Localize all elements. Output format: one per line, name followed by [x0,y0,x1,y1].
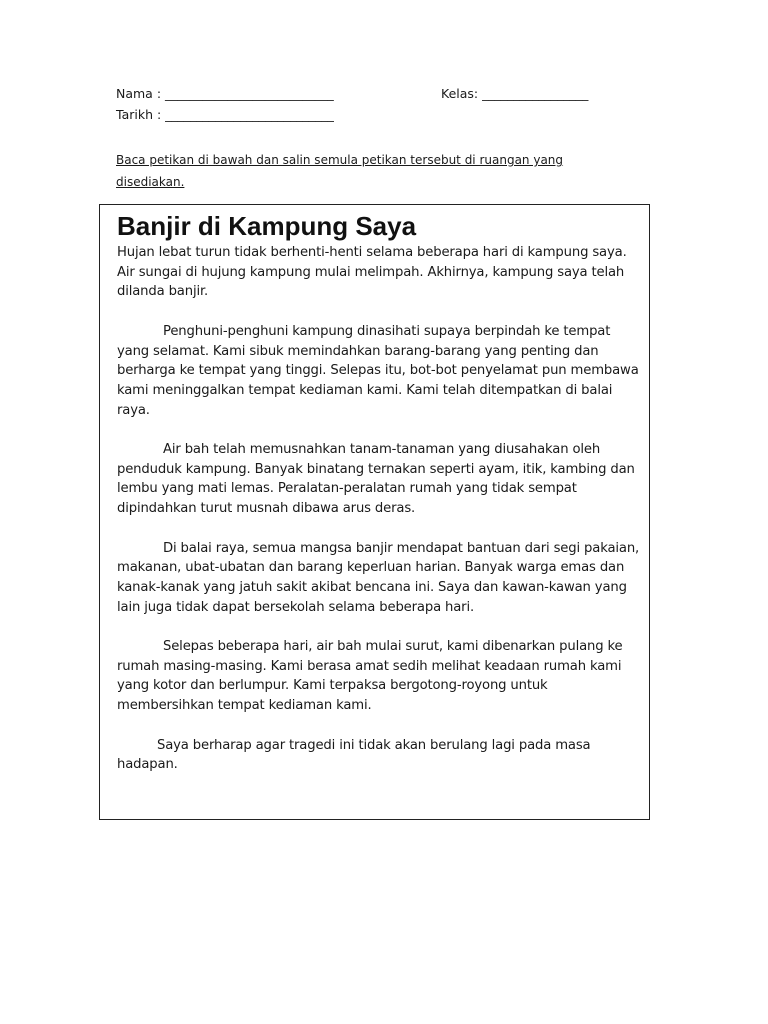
passage-title: Banjir di Kampung Saya [117,211,417,241]
passage-body [117,243,641,795]
paragraph-2: Penghuni-penghuni kampung dinasihati supaya berpindah ke tempat yang selamat. Kami sibuk memindahkan barang-barang yang penting dan berharga ke tempat yang tinggi. Selepas itu, bot-bot penyelamat pun membawa kami meninggalkan tempat kediaman kami. Kami telah ditempatkan di balai raya. [117,323,639,418]
kelas-field: Kelas: _________________ [441,86,589,101]
nama-field: Nama : ___________________________ [116,86,334,101]
paragraph-4: Di balai raya, semua mangsa banjir mendapat bantuan dari segi pakaian, makanan, ubat-ubatan dan barang keperluan harian. Banyak warga emas dan kanak-kanak yang jatuh sakit akibat bencana ini. Saya dan kawan-kawan yang lain juga tidak dapat bersekolah selama beberapa hari. [117,540,640,615]
tarikh-field: Tarikh : ___________________________ [116,107,334,122]
paragraph-1: Hujan lebat turun tidak berhenti-henti selama beberapa hari di kampung saya. Air sungai di hujung kampung mulai melimpah. Akhirnya, kampung saya telah dilanda banjir. [117,245,627,300]
paragraph-3: Air bah telah memusnahkan tanam-tanaman yang diusahakan oleh penduduk kampung. Banyak binatang ternakan seperti ayam, itik, kambing dan lembu yang mati lemas. Peralatan-peralatan rumah yang tidak sempat dipindahkan turut musnah dibawa arus deras. [117,442,635,517]
paragraph-6: Saya berharap agar tragedi ini tidak akan berulang lagi pada masa hadapan. [117,737,591,773]
passage-box [99,204,650,820]
instruction-text: Baca petikan di bawah dan salin semula petikan tersebut di ruangan yang disediakan. [116,153,564,189]
paragraph-5: Selepas beberapa hari, air bah mulai surut, kami dibenarkan pulang ke rumah masing-masing. Kami berasa amat sedih melihat keadaan rumah kami yang kotor dan berlumpur. Kami terpaksa bergotong-royong untuk membersihkan tempat kediaman kami. [117,639,623,714]
